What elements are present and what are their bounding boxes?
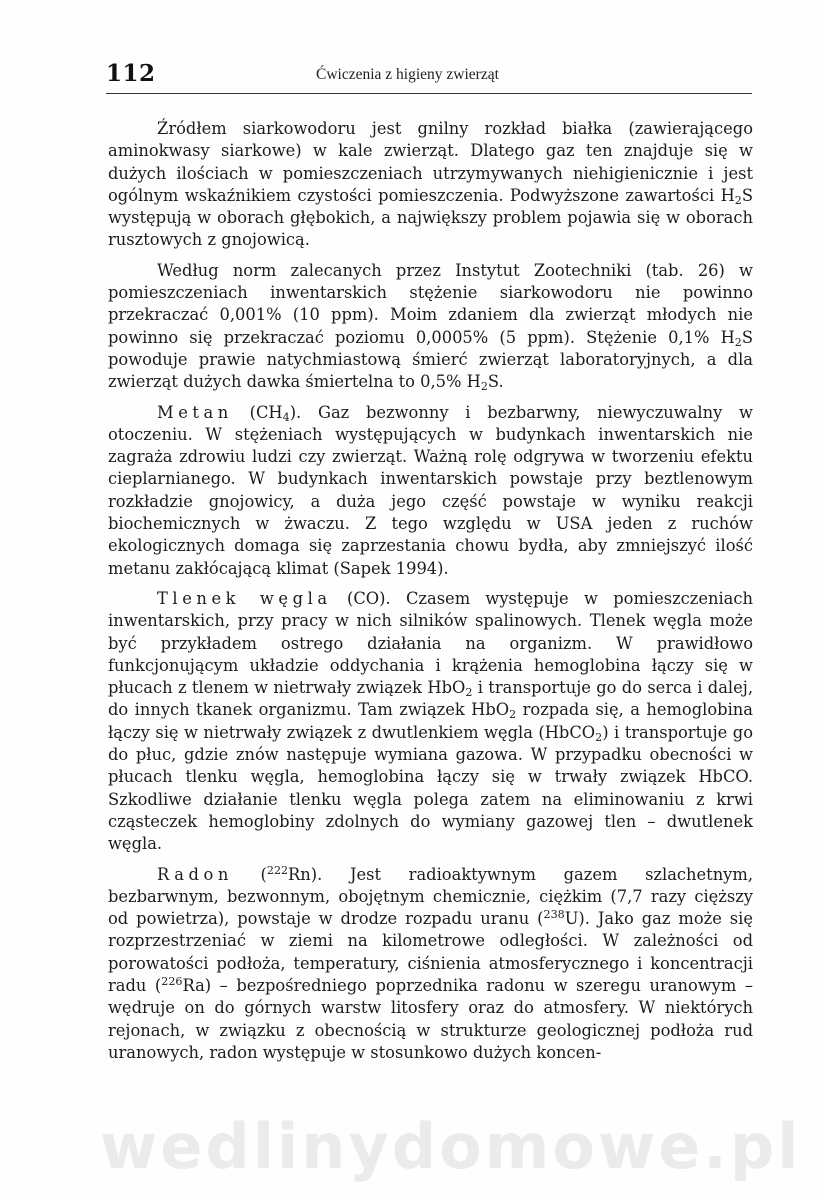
paragraph-carbon-monoxide: Tlenek węgla (CO). Czasem występuje w pomieszczeniach inwentarskich, przy pracy w nich silników spalinowych. Tlenek węgla może być przykładem ostrego działania na organizm. W prawidłowo funkcjonującym układzie oddychania i krążenia hemoglobina łączy się w płucach z tlenem w nietrwały związek HbO$_2$ i transportuje go do serca i dalej, do innych tkanek organizmu. Tam związek HbO$_2$ rozpada się, a hemoglobina łączy się w nietrwały związek z dwutlenkiem węgla (HbCO$_2$) i transportuje go do płuc, gdzie znów następuje wymiana gazowa. W przypadku obecności w płucach tlenku węgla, hemoglobina łączy się w trwały związek HbCO. Szkodliwe działanie tlenku węgla polega zatem na eliminowaniu z krwi cząsteczek hemoglobiny zdolnych do wymiany gazowej tlen – dwutlenek węgla. [108,588,754,854]
running-title: Ćwiczenia z higieny zwierząt [316,66,499,83]
heading-methane: Metan [157,402,233,422]
page-number: 112 [106,60,156,87]
body-text [108,118,753,1072]
paragraph-radon: Radon ($^{222}$Rn). Jest radioaktywnym gazem szlachetnym, bezbarwnym, bezwonnym, obojętnym chemicznie, ciężkim (7,7 razy cięższy od powietrza), powstaje w drodze rozpadu uranu ($^{238}$U). Jako gaz może się rozprzestrzeniać w ziemi na kilometrowe odległości. W zależności od porowatości podłoża, temperatury, ciśnienia atmosferycznego i koncentracji radu ($^{226}$Ra) – bezpośredniego poprzednika radonu w szeregu uranowym – wędruje on do górnych warstw litosfery oraz do atmosfery. W niektórych rejonach, w związku z obecnością w strukturze geologicznej podłoża rud uranowych, radon występuje w stosunkowo dużych koncen- [108,863,753,1062]
paragraph-hydrogen-sulfide-norms: Według norm zalecanych przez Instytut Zootechniki (tab. 26) w pomieszczeniach inwentarskich stężenie siarkowodoru nie powinno przekraczać 0,001% (10 ppm). Moim zdaniem dla zwierząt młodych nie powinno się przekraczać poziomu 0,0005% (5 ppm). Stężenie 0,1% $H_2S$ powoduje prawie natychmiastową śmierć zwierząt laboratoryjnych, a dla zwierząt dużych dawka śmiertelna to 0,5% $H_2S$. [108,260,753,394]
heading-carbon-monoxide: Tlenek węgla [157,588,332,608]
heading-radon: Radon [157,864,233,884]
paragraph-methane: Metan $(CH_4)$. Gaz bezwonny i bezbarwny, niewyczuwalny w otoczeniu. W stężeniach występujących w budynkach inwentarskich nie zagraża zdrowiu ludzi czy zwierząt. Ważną rolę odgrywa w tworzeniu efektu cieplarnianego. W budynkach inwentarskich powstaje przy beztlenowym rozkładzie gnojowicy, a duża jego część powstaje w wyniku reakcji biochemicznych w żwaczu. Z tego względu w USA jeden z ruchów ekologicznych domaga się zaprzestania chowu bydła, aby zmniejszyć ilość metanu zakłócającą klimat (Sapek 1994). [108,402,753,578]
page-header [106,58,750,94]
header-rule [106,93,752,94]
paragraph-hydrogen-sulfide-source: Źródłem siarkowodoru jest gnilny rozkład białka (zawierającego aminokwasy siarkowe) w kale zwierząt. Dlatego gaz ten znajduje się w dużych ilościach w pomieszczeniach utrzymywanych niehigienicznie i jest ogólnym wskaźnikiem czystości pomieszczenia. Podwyższone zawartości $H_2S$ występują w oborach głębokich, a największy problem pojawia się w oborach rusztowych z gnojowicą. [108,119,753,250]
watermark: wedlinydomowe.pl [100,1110,802,1183]
